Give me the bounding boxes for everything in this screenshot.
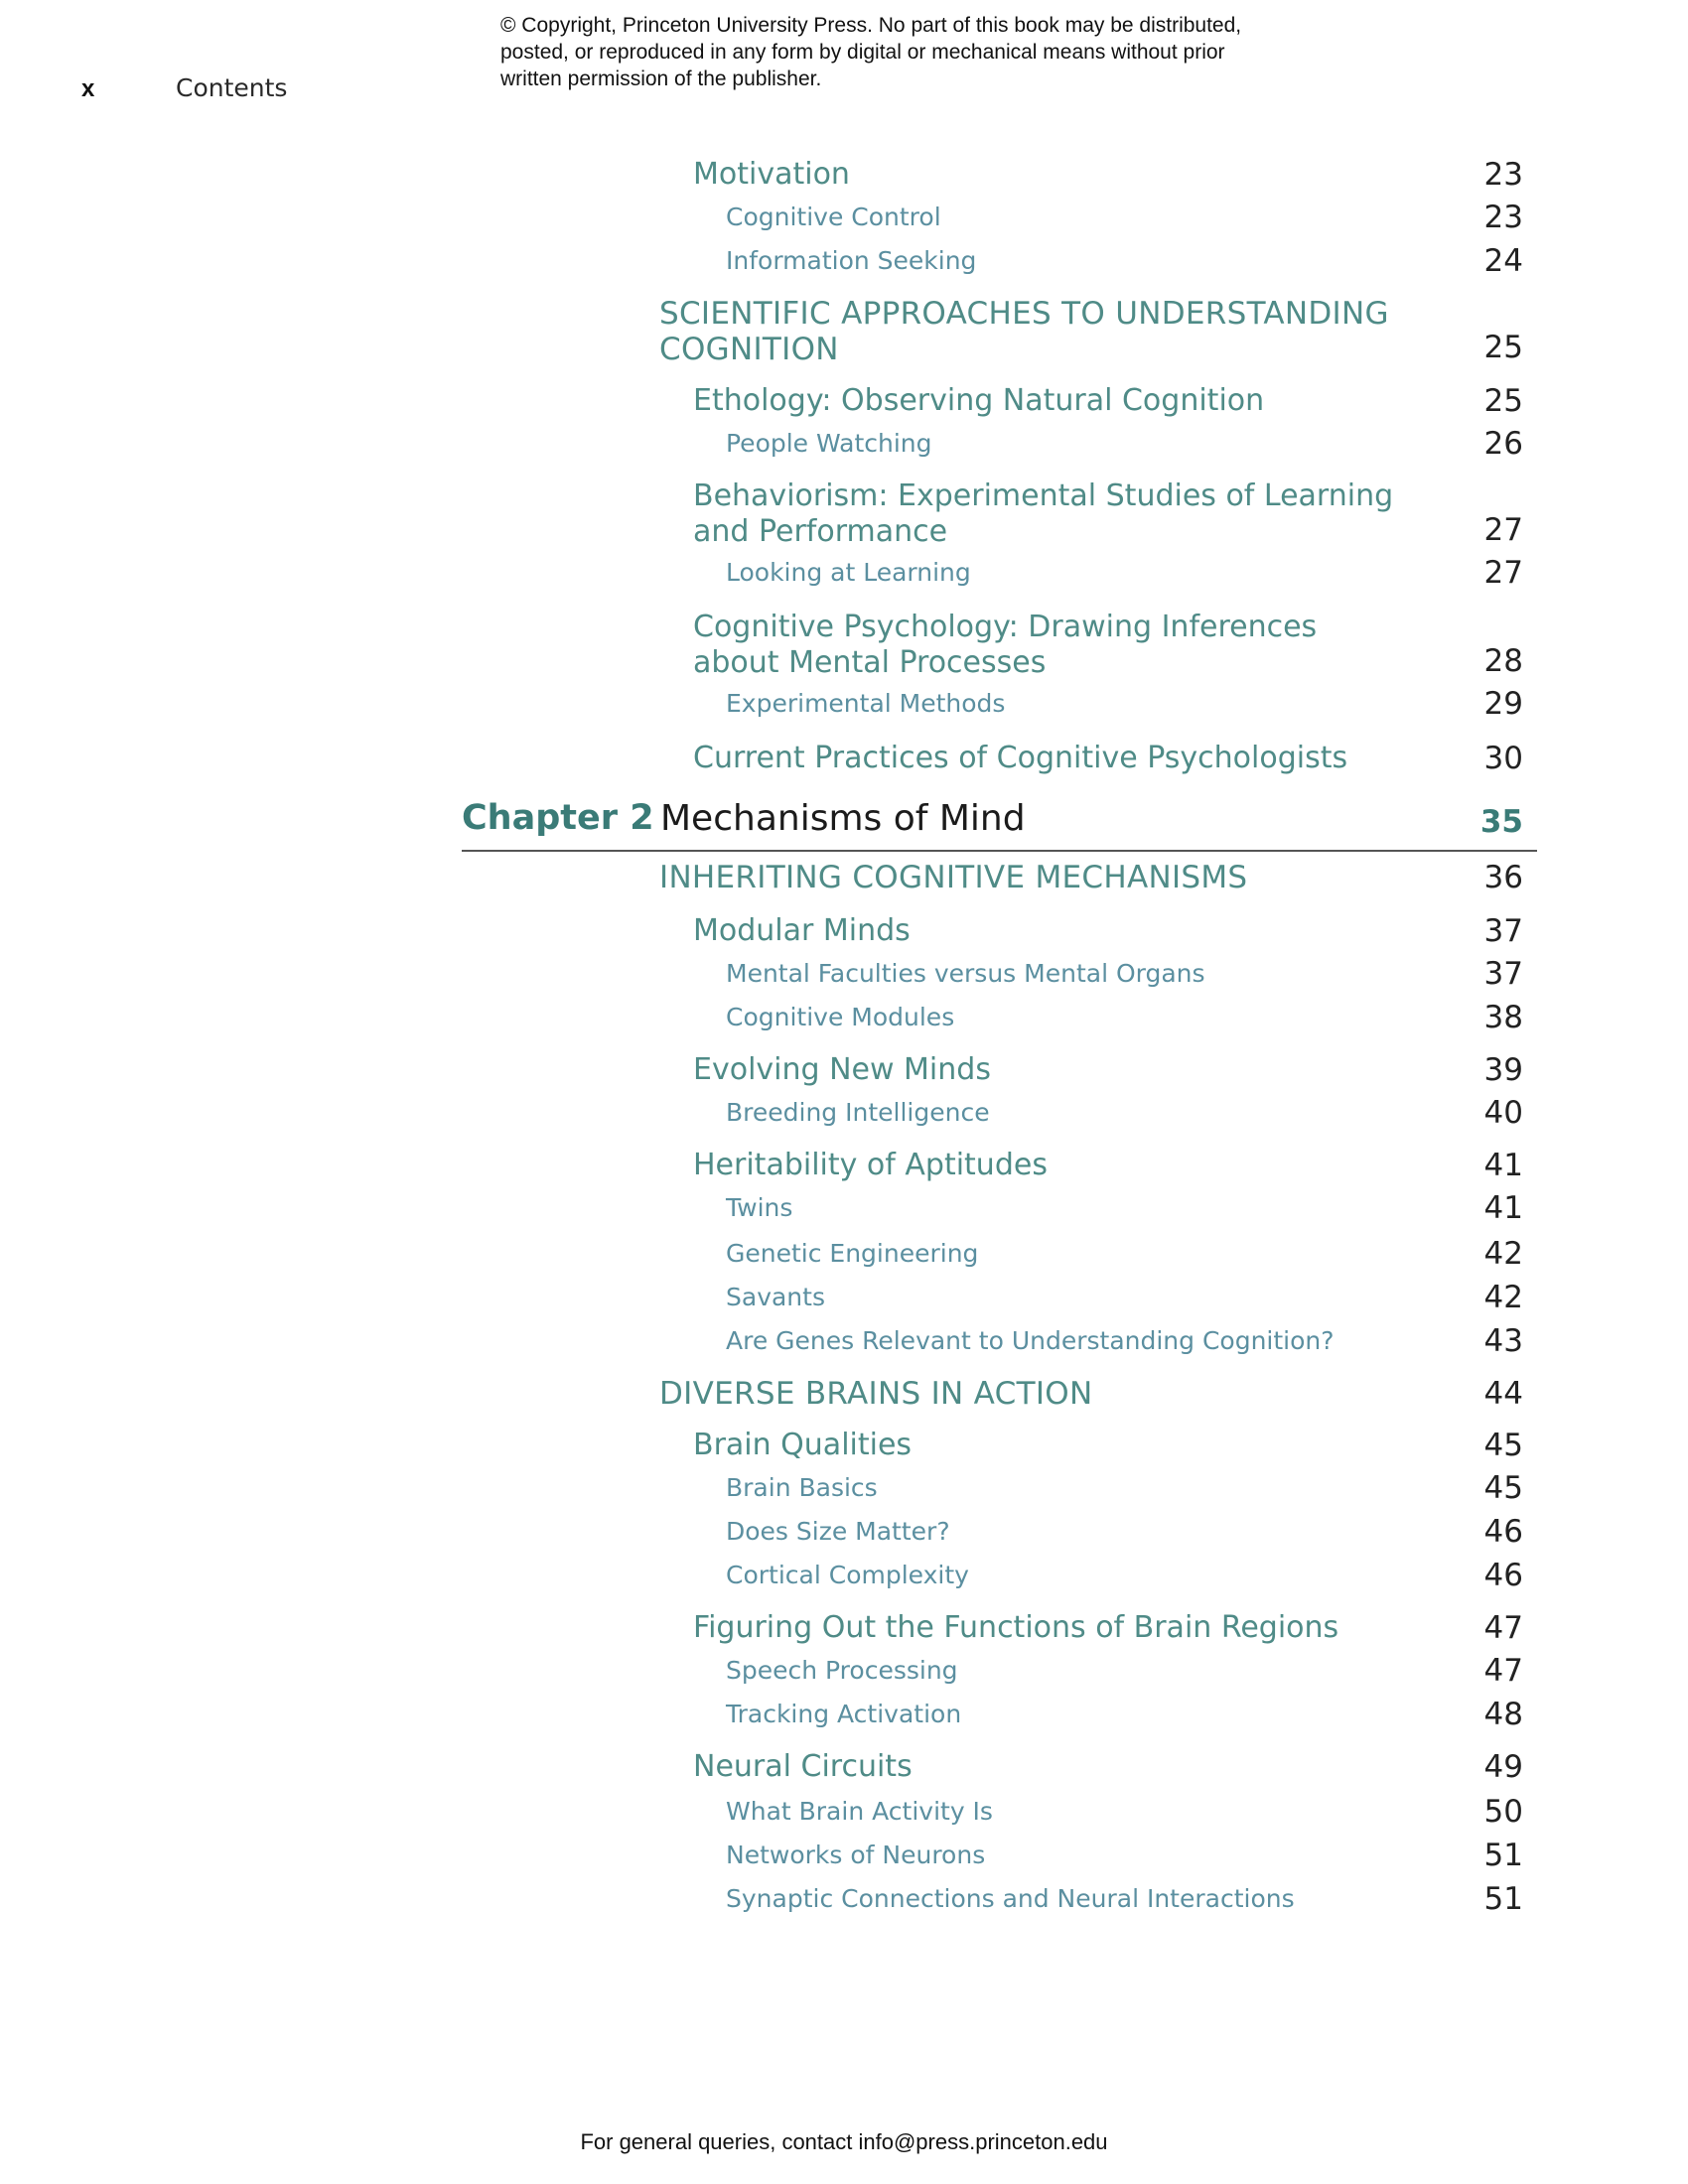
toc-entry-page: 46 [1483, 1558, 1523, 1593]
page-number: x [81, 75, 95, 102]
toc-entry-page: 45 [1483, 1470, 1523, 1506]
footer-contact: For general queries, contact info@press.princeton.edu [580, 2129, 1108, 2154]
toc-entry-page: 40 [1483, 1095, 1523, 1131]
toc-entry-page: 38 [1483, 1000, 1523, 1035]
toc-entry-title: Heritability of Aptitudes [693, 1148, 1048, 1182]
toc-entry-title: Mental Faculties versus Mental Organs [726, 959, 1205, 988]
toc-entry-page: 24 [1483, 243, 1523, 279]
toc-entry-page: 23 [1483, 200, 1523, 235]
toc-entry-title: Does Size Matter? [726, 1517, 950, 1546]
toc-entry-title: Cortical Complexity [726, 1561, 969, 1589]
toc-entry-title: Figuring Out the Functions of Brain Regions [693, 1610, 1339, 1645]
toc-entry-page: 47 [1483, 1653, 1523, 1689]
toc-entry-title: Tracking Activation [726, 1700, 962, 1728]
toc-entry-page: 23 [1483, 157, 1523, 193]
toc-entry-page: 26 [1483, 426, 1523, 462]
toc-entry-page: 47 [1483, 1610, 1523, 1646]
toc-entry-page: 41 [1483, 1190, 1523, 1226]
toc-entry-page: 37 [1483, 913, 1523, 949]
toc-entry-page: 39 [1483, 1052, 1523, 1088]
chapter-heading[interactable] [462, 792, 1537, 852]
toc-entry-title: Neural Circuits [693, 1749, 913, 1784]
toc-entry-title: INHERITING COGNITIVE MECHANISMS [659, 860, 1248, 895]
toc-entry-title: Motivation [693, 157, 850, 192]
toc-entry-page: 41 [1483, 1148, 1523, 1183]
toc-entry-title: Information Seeking [726, 246, 977, 275]
toc-entry-title: Are Genes Relevant to Understanding Cognition? [726, 1326, 1335, 1355]
toc-entry-title: Cognitive Psychology: Drawing Inferences about Mental Processes [693, 610, 1318, 680]
toc-entry-page: 51 [1483, 1838, 1523, 1873]
toc-entry-title: DIVERSE BRAINS IN ACTION [659, 1376, 1093, 1412]
toc-entry-page: 46 [1483, 1514, 1523, 1550]
chapter-page-number: 35 [1479, 804, 1523, 840]
toc-entry-title: Twins [726, 1193, 793, 1222]
toc-entry-page: 30 [1483, 741, 1523, 776]
toc-entry-page: 28 [1483, 643, 1523, 679]
toc-entry-title: Brain Basics [726, 1473, 878, 1502]
toc-entry-title: Behaviorism: Experimental Studies of Learning and Performance [693, 478, 1394, 549]
toc-entry-page: 49 [1483, 1749, 1523, 1785]
toc-entry-title: Experimental Methods [726, 689, 1006, 718]
toc-entry-title: Savants [726, 1283, 825, 1311]
chapter-label: Chapter 2 [462, 798, 654, 838]
toc-entry-title: SCIENTIFIC APPROACHES TO UNDERSTANDING COGNITION [659, 296, 1389, 367]
toc-entry-title: Cognitive Modules [726, 1003, 955, 1031]
toc-entry-title: Brain Qualities [693, 1428, 913, 1462]
toc-entry-title: Ethology: Observing Natural Cognition [693, 383, 1265, 418]
toc-entry-title: Cognitive Control [726, 203, 941, 231]
toc-entry-title: What Brain Activity Is [726, 1797, 993, 1826]
toc-entry-page: 50 [1483, 1794, 1523, 1830]
toc-entry-page: 51 [1483, 1881, 1523, 1917]
toc-entry-page: 48 [1483, 1697, 1523, 1732]
toc-entry-page: 42 [1483, 1280, 1523, 1315]
toc-entry-title: Modular Minds [693, 913, 911, 948]
chapter-title: Mechanisms of Mind [660, 798, 1026, 839]
toc-entry-title: Current Practices of Cognitive Psychologists [693, 741, 1348, 775]
toc-entry-title: Networks of Neurons [726, 1841, 986, 1869]
toc-entry-page: 43 [1483, 1323, 1523, 1359]
toc-entry-page: 36 [1483, 860, 1523, 895]
toc-entry-page: 27 [1483, 555, 1523, 591]
toc-entry-page: 25 [1483, 330, 1523, 365]
toc-entry-page: 37 [1483, 956, 1523, 992]
toc-entry-page: 42 [1483, 1236, 1523, 1272]
toc-entry-title: Synaptic Connections and Neural Interactions [726, 1884, 1295, 1913]
toc-entry-page: 44 [1483, 1376, 1523, 1412]
toc-entry-title: Breeding Intelligence [726, 1098, 990, 1127]
toc-entry-title: People Watching [726, 429, 932, 458]
toc-entry-page: 29 [1483, 686, 1523, 722]
toc-entry-title: Genetic Engineering [726, 1239, 979, 1268]
running-head: Contents [176, 73, 288, 102]
toc-entry-title: Evolving New Minds [693, 1052, 991, 1087]
copyright-notice: © Copyright, Princeton University Press. No part of this book may be distributed, posted, or reproduced in any form by digital or mechanical means without prior written permission of the publisher. [500, 14, 1242, 90]
toc-entry-page: 45 [1483, 1428, 1523, 1463]
toc-entry-title: Looking at Learning [726, 558, 971, 587]
toc-entry-title: Speech Processing [726, 1656, 958, 1685]
toc-entry-page: 25 [1483, 383, 1523, 419]
toc-entry-page: 27 [1483, 512, 1523, 548]
